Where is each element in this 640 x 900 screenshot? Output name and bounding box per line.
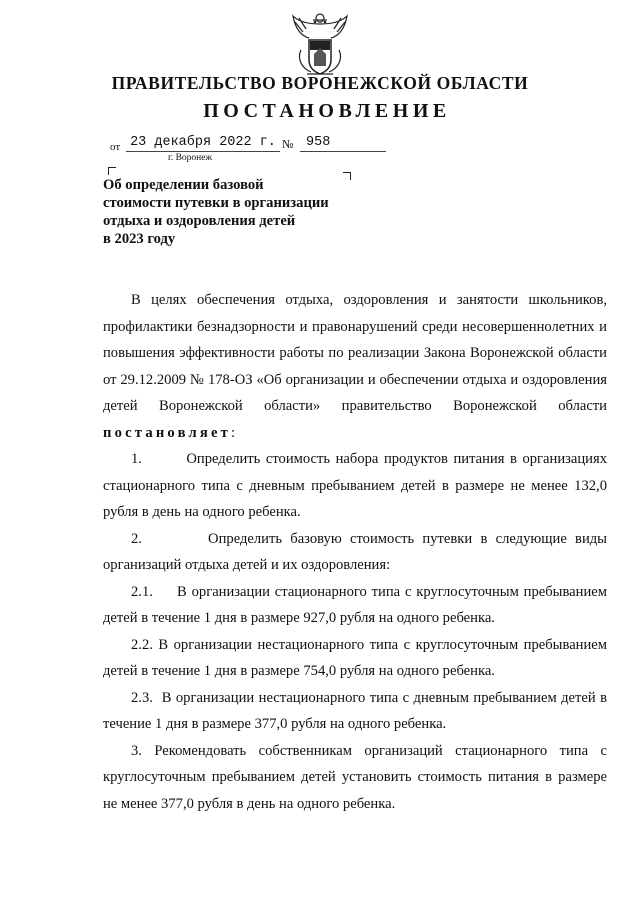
document-body — [103, 287, 607, 817]
date-prefix: от — [110, 141, 121, 153]
item-2-2: 2.2. В организации нестационарного типа с круглосуточным пребыванием детей в течение 1 дня в размере 754,0 рубля на одного ребенка. — [103, 636, 607, 679]
item-2-3: 2.3. В организации нестационарного типа с дневным пребыванием детей в течение 1 дня в размере 377,0 рубля на одного ребенка. — [103, 689, 607, 732]
title-line: стоимости путевки в организации — [103, 195, 329, 211]
organization-name: ПРАВИТЕЛЬСТВО ВОРОНЕЖСКОЙ ОБЛАСТИ — [111, 73, 529, 93]
title-corner-mark-left — [108, 167, 116, 175]
item-2-1: 2.1. В организации стационарного типа с круглосуточным пребыванием детей в течение 1 дня в размере 927,0 рубля на одного ребенка. — [103, 583, 607, 626]
title-line: отдыха и оздоровления детей — [103, 213, 296, 229]
city-label: г. Воронеж — [168, 153, 213, 163]
document-type: ПОСТАНОВЛЕНИЕ — [203, 100, 451, 122]
document-title — [103, 176, 353, 248]
intro-paragraph — [103, 287, 607, 446]
document-date: 23 декабря 2022 г. — [126, 135, 280, 152]
intro-text: В целях обеспечения отдыха, оздоровления и занятости школьников, профилактики безнадзорности и правонарушений среди несовершеннолетних и повышения эффективности работы по реализации Закона Воронежской области от 29.12.2009 № 178-ОЗ «Об организации и обеспечении отдыха и оздоровления детей Воронежской области» правительство Воронежской области — [103, 292, 607, 414]
item-3: 3. Рекомендовать собственникам организаций стационарного типа с круглосуточным пребыванием детей установить стоимость питания в размере не менее 377,0 рубля в день на одного ребенка. — [103, 742, 607, 812]
title-line: в 2023 году — [103, 231, 176, 247]
number-sign: № — [282, 137, 294, 151]
intro-end: : — [231, 424, 236, 441]
document-number: 958 — [300, 135, 386, 152]
intro-keyword: постановляет — [103, 424, 231, 441]
item-1: 1. Определить стоимость набора продуктов питания в организациях стационарного типа с дневным пребыванием детей в размере не менее 132,0 рубля в день на одного ребенка. — [103, 451, 607, 520]
item-2: 2. Определить базовую стоимость путевки в следующие виды организаций отдыха детей и их оздоровления: — [103, 530, 607, 573]
title-line: Об определении базовой — [103, 177, 264, 193]
coat-of-arms-emblem-icon — [289, 10, 351, 80]
